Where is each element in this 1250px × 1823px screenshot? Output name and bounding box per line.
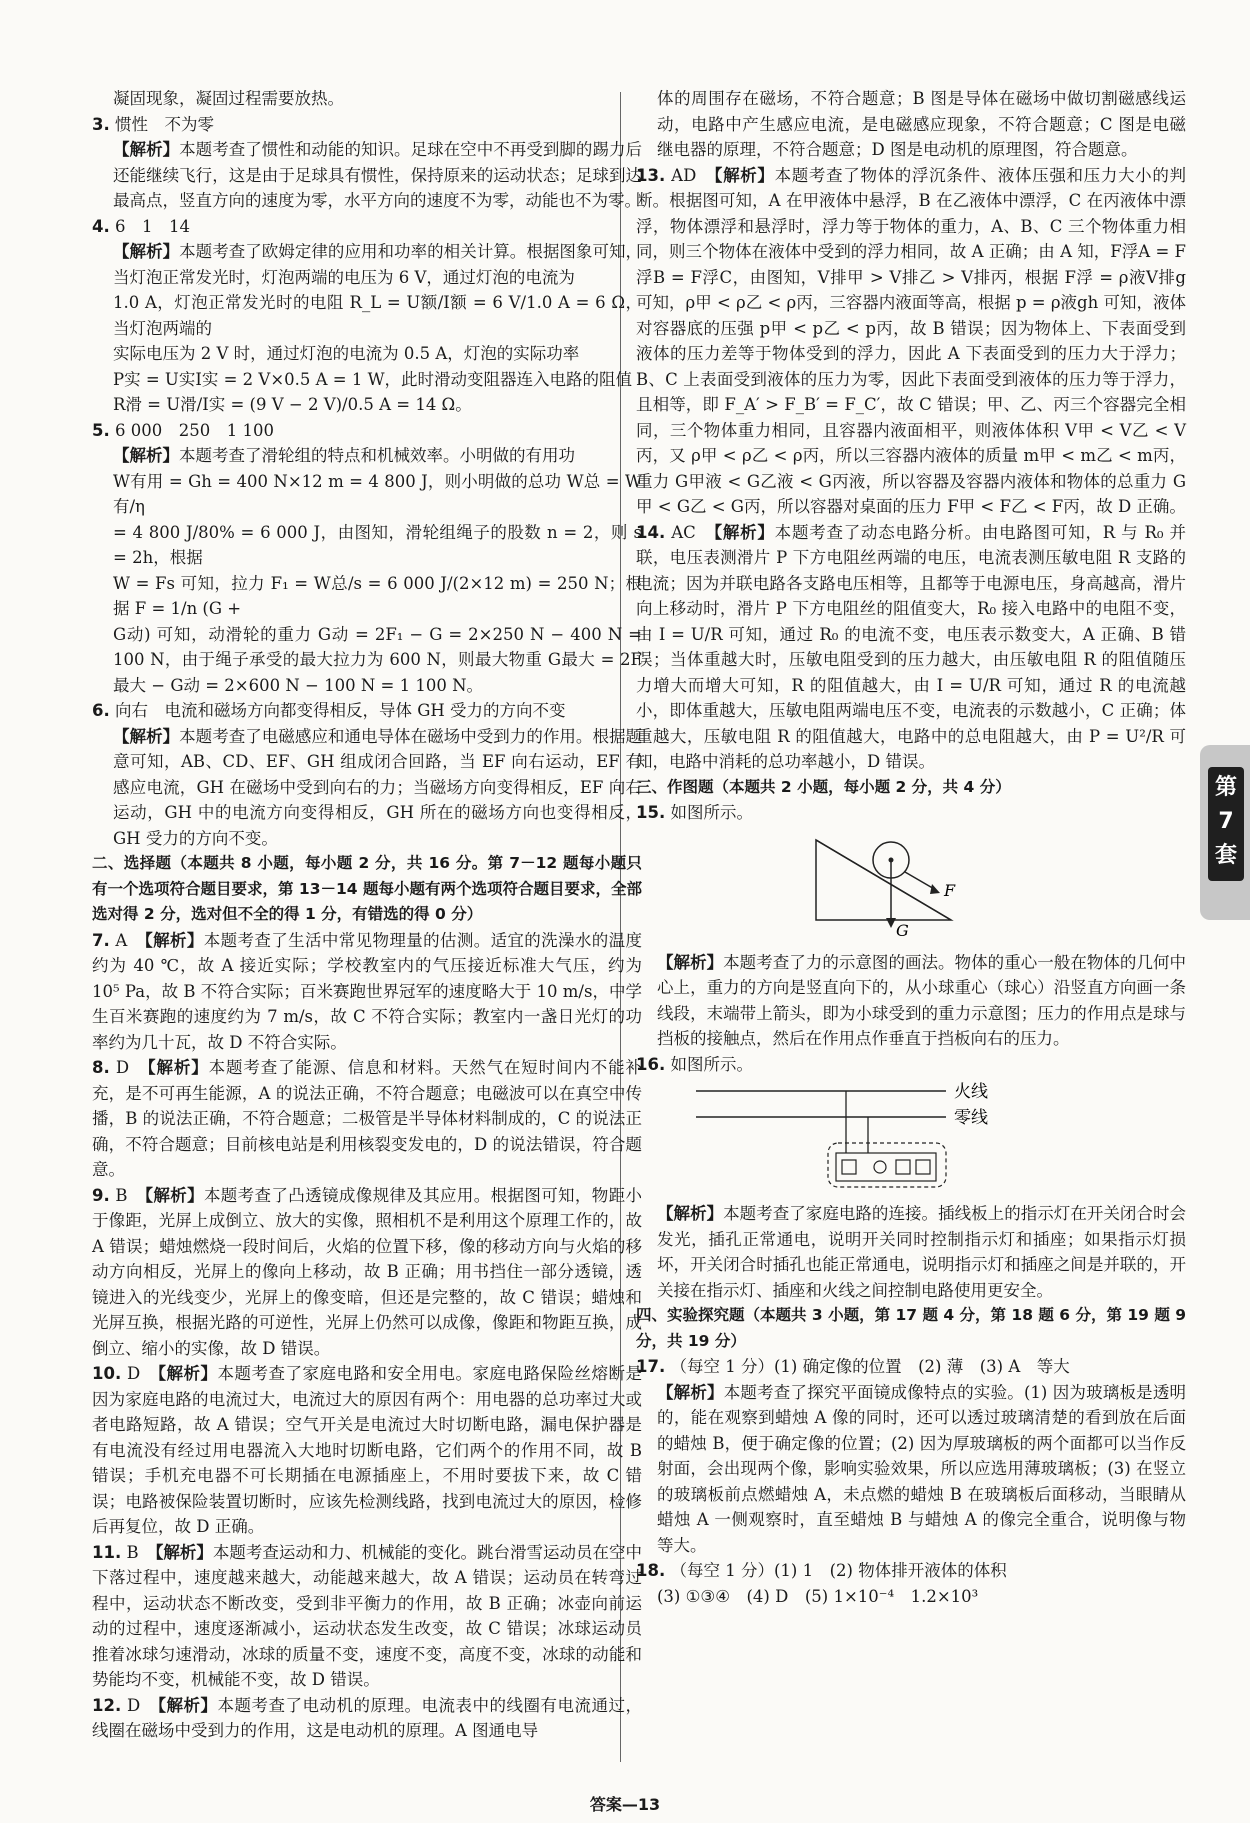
q11-analysis: 11. B 【解析】本题考查运动和力、机械能的变化。跳台滑雪运动员在空中下落过程中，速度越来越大，动能越来越大，故 A 错误；运动员在转弯过程中，运动状态不断改变，受到非平衡力的作用，故 B 正确；冰壶向前运动的过程中，速度逐渐减小，运动状态发生改变，故 C 错误；冰球运动员推着冰球匀速滑动，冰球的质量不变，速度不变，高度不变，冰球的动能和势能均不变，机械能不变，故 D 错误。 — [92, 1542, 643, 1689]
q18-answer-2: (3) ①③④ (4) D (5) 1×10⁻⁴ 1.2×10³ — [657, 1586, 979, 1606]
q17-analysis: 【解析】本题考查了探究平面镜成像特点的实验。(1) 因为玻璃板是透明的，能在观察到蜡烛 A 像的同时，还可以透过玻璃清楚的看到放在后面的蜡烛 B，便于确定像的位置；(2) 因为厚玻璃板的两个面都可以当作反射面，会出现两个像，影响实验效果，所以应选用薄玻璃板；(3) 在竖立的玻璃板前点燃蜡烛 A，未点燃的蜡烛 B 在玻璃板后面移动，当眼睛从蜡烛 A 一侧观察时，直至蜡烛 B 与蜡烛 A 的像完全重合，说明像与物等大。 — [657, 1382, 1186, 1555]
q4-formula-1: 1.0 A，灯泡正常发光时的电阻 R_L = U额/I额 = 6 V/1.0 A = 6 Ω，当灯泡两端的 — [113, 293, 642, 338]
q3-analysis: 【解析】本题考查了惯性和动能的知识。足球在空中不再受到脚的踢力后还能继续飞行，这是由于足球具有惯性，保持原来的运动状态；足球到达最高点，竖直方向的速度为零，水平方向的速度不为零，动能也不为零。 — [113, 140, 643, 210]
left-column — [92, 86, 642, 1744]
section-4-heading: 四、实验探究题（本题共 3 小题，第 17 题 4 分，第 18 题 6 分，第 19 题 9 分，共 19 分） — [636, 1306, 1187, 1350]
socket-b-icon — [916, 1160, 930, 1174]
q16-figure — [636, 1081, 1186, 1195]
right-column — [636, 86, 1186, 1609]
q15-analysis: 【解析】本题考查了力的示意图的画法。物体的重心一般在物体的几何中心上，重力的方向是竖直向下的，从小球重心（球心）沿竖直方向画一条线段，末端带上箭头，即为小球受到的重力示意图；压力的作用点是球与挡板的接触点，然后在作用点作垂直于挡板向右的压力。 — [657, 952, 1187, 1048]
q16-analysis: 【解析】本题考查了家庭电路的连接。插线板上的指示灯在开关闭合时会发光，插孔正常通电，说明开关同时控制指示灯和插座；如果指示灯损坏，开关闭合时插孔也能正常通电，说明指示灯和插座之间是并联的，开关接在指示灯、插座和火线之间控制电路使用更安全。 — [657, 1204, 1187, 1300]
q12-continued: 体的周围存在磁场，不符合题意；B 图是导体在磁场中做切割磁感线运动，电路中产生感应电流，是电磁感应现象，不符合题意；C 图是电磁继电器的原理，不符合题意；D 图是电动机的原理图，符合题意。 — [657, 89, 1186, 159]
q15-figure — [636, 830, 1186, 944]
q2-tail: 凝固现象，凝固过程需要放热。 — [113, 89, 344, 108]
gravity-arrowhead — [886, 918, 896, 928]
q3-answer: 3. 惯性 不为零 — [92, 114, 214, 134]
page-footer: 答案—13 — [589, 1795, 661, 1814]
q10-analysis: 10. D 【解析】本题考查了家庭电路和安全用电。家庭电路保险丝熔断是因为家庭电路的电流过大，电流过大的原因有两个：用电器的总功率过大或者电路短路，故 A 错误；空气开关是电流过大时切断电路，漏电保护器是有电流没有经过用电器流入大地时切断电路，它们两个的作用不同，故 B 错误；手机充电器不可长期插在电源插座上，不用时要拔下来，故 C 错误；电路被保险装置切断时，应该先检测线路，找到电流过大的原因，检修后再复位，故 D 正确。 — [92, 1364, 643, 1536]
q5-formula-3: W = Fs 可知，拉力 F₁ = W总/s = 6 000 J/(2×12 m) = 250 N；根据 F = 1/n (G + — [113, 573, 642, 618]
q4-text-2: 实际电压为 2 V 时，通过灯泡的电流为 0.5 A，灯泡的实际功率 — [113, 344, 580, 363]
q4-answer: 4. 6 1 14 — [92, 216, 190, 236]
q6-answer: 6. 向右 电流和磁场方向都变得相反，导体 GH 受力的方向不变 — [92, 701, 566, 720]
q15-answer: 15. 如图所示。 — [636, 803, 753, 822]
q12-analysis: 12. D 【解析】本题考查了电动机的原理。电流表中的线圈有电流通过，线圈在磁场中受到力的作用，这是电动机的原理。A 图通电导 — [92, 1695, 643, 1740]
q16-answer: 16. 如图所示。 — [636, 1054, 753, 1074]
q6-analysis: 【解析】本题考查了电磁感应和通电导体在磁场中受到力的作用。根据题意可知，AB、CD、EF、GH 组成闭合回路，当 EF 向右运动，EF 有感应电流，GH 在磁场中受到向右的力；当磁场方向变得相反，EF 向右运动，GH 中的电流方向变得相反，GH 所在的磁场方向也变得相反，GH 受力的方向不变。 — [113, 726, 643, 848]
q8-analysis: 8. D 【解析】本题考查了能源、信息和材料。天然气在短时间内不能补充，是不可再生能源，A 的说法正确，不符合题意；电磁波可以在真空中传播，B 的说法正确，不符合题意；二极管是半导体材料制成的，C 的说法正确，不符合题意；目前核电站是利用核裂变发电的，D 的说法错误，符合题意。 — [92, 1058, 643, 1179]
q4-formula-3: R滑 = U滑/I实 = (9 V − 2 V)/0.5 A = 14 Ω。 — [113, 395, 472, 414]
q9-analysis: 9. B 【解析】本题考查了凸透镜成像规律及其应用。根据图可知，物距小于像距，光屏上成倒立、放大的实像，照相机不是利用这个原理工作的，故 A 错误；蜡烛燃烧一段时间后，火焰的位置下移，像的移动方向与火焰的移动方向相反，光屏上的像向上移动，故 B 正确；用书挡住一部分透镜，透镜进入的光线变少，光屏上的像变暗，但还是完整的，故 C 错误；蜡烛和光屏互换，根据光路的可逆性，光屏上仍然可以成像，像距和物距互换，成倒立、缩小的实像，故 D 错误。 — [92, 1185, 643, 1358]
q5-answer: 5. 6 000 250 1 100 — [92, 420, 274, 440]
q4-analysis: 【解析】本题考查了欧姆定律的应用和功率的相关计算。根据图象可知，当灯泡正常发光时，灯泡两端的电压为 6 V，通过灯泡的电流为 — [113, 242, 643, 287]
q13-analysis: 13. AD 【解析】本题考查了物体的浮沉条件、液体压强和压力大小的判断。根据图可知，A 在甲液体中悬浮，B 在乙液体中漂浮，C 在丙液体中漂浮，物体漂浮和悬浮时，浮力等于物体的重力，A、B、C 三个物体重力相同，则三个物体在液体中受到的浮力相同，故 A 正确；由 A 知，F浮A = F浮B = F浮C，由图知，V排甲 > V排乙 > V排丙，根据 F浮 = ρ液V排g 可知，ρ甲 < ρ乙 < ρ丙，三容器内液面等高，根据 p = ρ液gh 可知，液体对容器底的压强 p甲 < p乙 < p丙，故 B 错误；因为物体上、下表面受到液体的压力差等于物体受到的浮力，因此 A 下表面受到的压力大于浮力；B、C 上表面受到液体的压力为零，因此下表面受到液体的压力等于浮力，且相等，即 F_A′ > F_B′ = F_C′，故 C 错误；甲、乙、丙三个容器完全相同，三个物体重力相同，且容器内液面相平，则液体体积 V甲 < V乙 < V丙，又 ρ甲 < ρ乙 < ρ丙，所以三容器内液体的质量 m甲 < m乙 < m丙，重力 G甲液 < G乙液 < G丙液，所以容器及容器内液体和物体的总重力 G甲 < G乙 < G丙，所以容器对桌面的压力 F甲 < F乙 < F丙，故 D 正确。 — [636, 165, 1187, 516]
socket-a-icon — [896, 1160, 910, 1174]
set-number-label: 第7套 — [1208, 767, 1244, 881]
q18-answer: 18. （每空 1 分）(1) 1 (2) 物体排开液体的体积 — [636, 1561, 1007, 1580]
pressure-arrowhead — [930, 884, 940, 894]
q5-analysis: 【解析】本题考查了滑轮组的特点和机械效率。小明做的有用功 — [113, 446, 575, 465]
q5-formula-4: G动) 可知，动滑轮的重力 G动 = 2F₁ − G = 2×250 N − 400 N = 100 N，由于绳子承受的最大拉力为 600 N，则最大物重 G最大 = 2F最大 − G动 = 2×600 N − 100 N = 1 100 N。 — [113, 624, 642, 695]
neutral-wire-label: 零线 — [954, 1108, 988, 1128]
live-wire-label: 火线 — [954, 1082, 988, 1102]
force-f-label: F — [944, 880, 956, 900]
incline-force-diagram — [636, 830, 1186, 940]
indicator-lamp-icon — [874, 1161, 886, 1173]
section-3-heading: 三、作图题（本题共 2 小题，每小题 2 分，共 4 分） — [636, 777, 1011, 796]
q7-analysis: 7. A 【解析】本题考查了生活中常见物理量的估测。适宜的洗澡水的温度约为 40 ℃，故 A 接近实际；学校教室内的气压接近标准大气压，约为 10⁵ Pa，故 B 不符合实际；百米赛跑世界冠军的速度略大于 10 m/s，中学生百米赛跑的速度约为 7 m/s，故 C 不符合实际；教室内一盏日光灯的功率约为几十瓦，故 D 不符合实际。 — [92, 930, 643, 1052]
q4-formula-2: P实 = U实I实 = 2 V×0.5 A = 1 W，此时滑动变阻器连入电路的阻值 — [113, 369, 633, 389]
section-2-heading: 二、选择题（本题共 8 小题，每小题 2 分，共 16 分。第 7－12 题每小题只有一个选项符合题目要求，第 13－14 题每小题有两个选项符合题目要求，全部选对得 2 分，选对但不全的得 1 分，有错选的得 0 分） — [92, 854, 642, 923]
incline-surface — [816, 840, 951, 920]
set-number-tab — [1200, 745, 1250, 920]
household-circuit-diagram — [636, 1081, 1186, 1191]
q5-formula-1: W有用 = Gh = 400 N×12 m = 4 800 J，则小明做的总功 W总 = W有/η — [113, 471, 642, 516]
force-g-label: G — [896, 920, 909, 940]
q17-answer: 17. （每空 1 分）(1) 确定像的位置 (2) 薄 (3) A 等大 — [636, 1357, 1070, 1376]
switch-icon — [842, 1160, 856, 1174]
q14-analysis: 14. AC 【解析】本题考查了动态电路分析。由电路图可知，R 与 R₀ 并联，电压表测滑片 P 下方电阻丝两端的电压，电流表测压敏电阻 R 支路的电流；因为并联电路各支路电压相等，且都等于电源电压，身高越高，滑片向上移动时，滑片 P 下方电阻丝的阻值变大，R₀ 接入电路中的电阻不变，由 I = U/R 可知，通过 R₀ 的电流不变，电压表示数变大，A 正确、B 错误；当体重越大时，压敏电阻受到的压力越大，由压敏电阻 R 的阻值随压力增大而增大可知，R 的阻值越大，由 I = U/R 可知，通过 R 的电流越小，即体重越大，压敏电阻两端电压不变，电流表的示数越小，C 正确；体重越大，压敏电阻 R 的阻值越大，电路中的总电阻越大，由 P = U²/R 可知，电路中消耗的总功率越小，D 错误。 — [636, 522, 1187, 771]
q5-formula-2: = 4 800 J/80% = 6 000 J，由图知，滑轮组绳子的股数 n = 2，则 s = 2h，根据 — [113, 522, 642, 567]
